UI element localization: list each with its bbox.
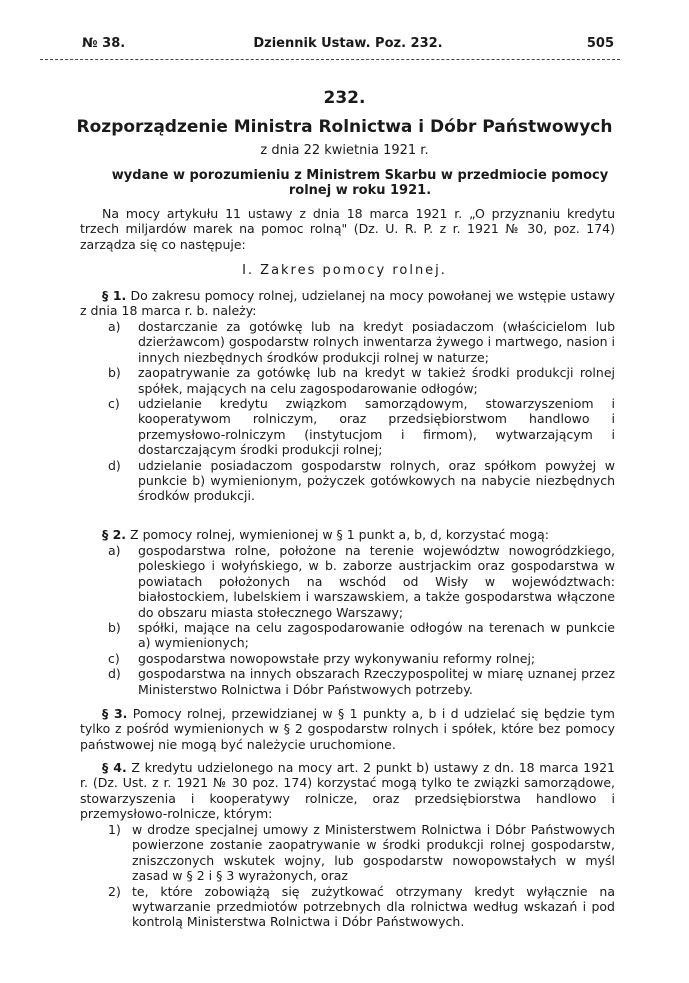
header-divider xyxy=(40,59,620,60)
list-item: a) gospodarstwa rolne, położone na terenie województw nowogródzkiego, poleskiego i wołyńskiego, w b. zaborze austrjackim oraz gospodarstwa w powiatach położonych na wschód od Wisły w województwach: białostockiem, lubelskiem i warszawskiem, a także gospodarstwa włączone do obszaru miasta stołecznego Warszawy; xyxy=(108,543,615,620)
paragraph-2-text: Z pomocy rolnej, wymienionej w § 1 punkt a, b, d, korzystać mogą: xyxy=(130,527,550,542)
list-item: b) spółki, mające na celu zagospodarowanie odłogów na terenach w punkcie a) wymienionych; xyxy=(108,620,615,651)
list-item: d) udzielanie posiadaczom gospodarstw rolnych, oraz spółkom powyżej w punkcie b) wymienionym, pożyczek gotówkowych na nabycie niezbędnych środków produkcji. xyxy=(108,457,615,504)
list-item: b) zaopatrywanie za gotówkę lub na kredyt w takież środki produkcji rolnej spółek, mających na celu zagospodarowanie odłogów; xyxy=(108,365,615,396)
document-title: Rozporządzenie Ministra Rolnictwa i Dóbr Państwowych xyxy=(76,117,613,137)
paragraph-4 xyxy=(80,760,615,822)
paragraph-3 xyxy=(80,706,615,752)
document-subtitle: wydane w porozumieniu z Ministrem Skarbu w przedmiocie pomocy rolnej w roku 1921. xyxy=(111,168,609,198)
document-date: z dnia 22 kwietnia 1921 r. xyxy=(260,143,429,158)
paragraph-4-list xyxy=(80,822,615,930)
paragraph-4-sign: § 4. xyxy=(102,760,127,775)
paragraph-1 xyxy=(80,288,615,319)
intro-paragraph: Na mocy artykułu 11 ustawy z dnia 18 marca 1921 r. „O przyznaniu kredytu trzech miljardów marek na pomoc rolną" (Dz. U. R. P. z r. 1921 № 30, poz. 174) zarządza się co następuje: xyxy=(80,206,615,252)
paragraph-2-sign: § 2. xyxy=(102,527,127,542)
paragraph-1-sign: § 1. xyxy=(102,288,127,303)
paragraph-1-text: Do zakresu pomocy rolnej, udzielanej na mocy powołanej we wstępie ustawy z dnia 18 marca r. b. należy: xyxy=(80,288,615,319)
journal-title: Dziennik Ustaw. Poz. 232. xyxy=(253,36,443,51)
page-number: 505 xyxy=(586,36,614,51)
list-item: c) gospodarstwa nowopowstałe przy wykonywaniu reformy rolnej; xyxy=(108,650,536,666)
section-heading: I. Zakres pomocy rolnej. xyxy=(242,263,447,278)
issue-number: № 38. xyxy=(82,36,126,51)
list-item: 1) w drodze specjalnej umowy z Ministerstwem Rolnictwa i Dóbr Państwowych powierzone zostanie zaopatrywanie w środki produkcji rolnej gospodarstw, zniszczonych wskutek wojny, lub gospodarstw nowopowstałych w myśl zasad w § 2 i § 3 wyrażonych, oraz xyxy=(108,822,615,884)
list-item: d) gospodarstwa na innych obszarach Rzeczypospolitej w miarę uznanej przez Ministerstwo Rolnictwa i Dóbr Państwowych potrzeby. xyxy=(108,666,615,697)
paragraph-2 xyxy=(80,527,615,542)
list-item: a) dostarczanie za gotówkę lub na kredyt posiadaczom (właścicielom lub dzierżawcom) gospodarstw rolnych inwentarza żywego i martwego, nasion i innych niezbędnych środków produkcji rolnej w naturze; xyxy=(108,319,615,365)
paragraph-2-list xyxy=(80,543,615,697)
article-number: 232. xyxy=(323,88,366,108)
paragraph-3-sign: § 3. xyxy=(102,706,128,721)
paragraph-3-text: Pomocy rolnej, przewidzianej w § 1 punkty a, b i d udzielać się będzie tym tylko z pośród wymienionych w § 2 gospodarstw rolnych i spółek, które bez pomocy państwowej nie mogą być należycie uruchomione. xyxy=(80,706,615,752)
paragraph-1-list xyxy=(80,319,615,504)
paragraph-4-text: Z kredytu udzielonego na mocy art. 2 punkt b) ustawy z dn. 18 marca 1921 r. (Dz. Ust. z r. 1921 № 30 poz. 174) korzystać mogą tylko te związki samorządowe, stowarzyszenia i kooperatywy rolnicze, oraz przedsiębiorstwa handlowo i przemysłowo-rolnicze, którym: xyxy=(80,760,615,822)
list-item: c) udzielanie kredytu związkom samorządowym, stowarzyszeniom i kooperatywom rolniczym, oraz przedsiębiorstwom handlowo i przemysłowo-rolniczym (instytucjom i firmom), wytwarzającym i dostarczającym środki produkcji rolnej; xyxy=(108,396,615,458)
list-item: 2) te, które zobowiążą się zużytkować otrzymany kredyt wyłącznie na wytwarzanie przedmiotów potrzebnych dla rolnictwa według wskazań i pod kontrolą Ministerstwa Rolnictwa i Dóbr Państwowych. xyxy=(108,883,615,930)
running-header xyxy=(82,36,614,56)
